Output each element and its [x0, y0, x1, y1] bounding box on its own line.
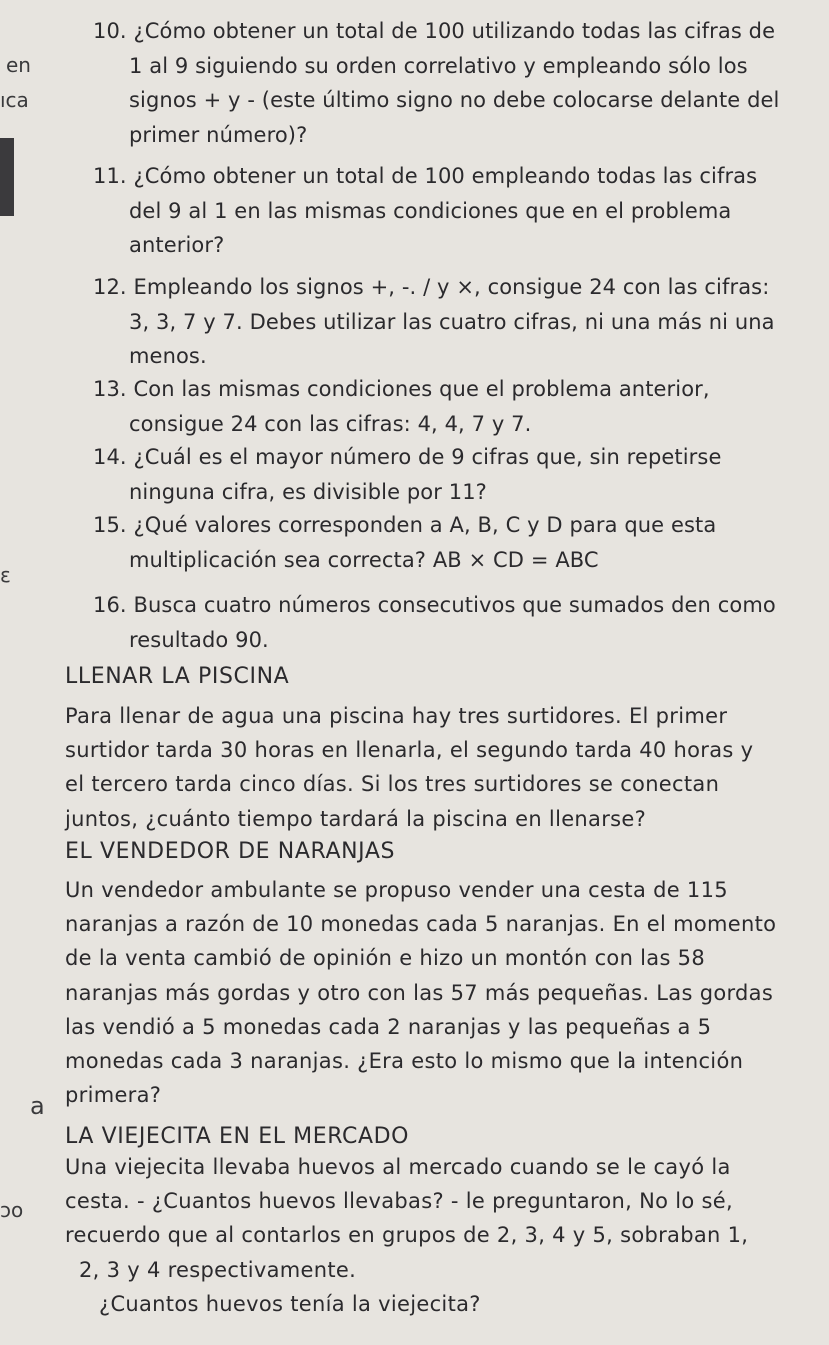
problem-text-line: ¿Cómo obtener un total de 100 utilizando todas las cifras de: [133, 19, 776, 43]
paragraph-line: Un vendedor ambulante se propuso vender una cesta de 115: [65, 878, 728, 902]
problem-12: [93, 270, 775, 374]
problem-text-line: Busca cuatro números consecutivos que sumados den como: [133, 593, 776, 617]
paragraph-line: monedas cada 3 naranjas. ¿Era esto lo mismo que la intención: [65, 1049, 744, 1074]
section-paragraph: [65, 873, 776, 1112]
section-heading: LLENAR LA PISCINA: [65, 664, 290, 689]
problem-text-line: 3, 3, 7 y 7. Debes utilizar las cuatro cifras, ni una más ni una: [129, 309, 775, 334]
paragraph-line: 2, 3 y 4 respectivamente.: [79, 1257, 357, 1282]
margin-fragment: ɔo: [0, 1198, 24, 1222]
section-paragraph: [65, 1150, 748, 1321]
problem-15: [93, 508, 716, 577]
paragraph-line: surtidor tarda 30 horas en llenarla, el segundo tarda 40 horas y: [65, 738, 754, 763]
section-paragraph: [65, 699, 753, 836]
problem-text-line: consigue 24 con las cifras: 4, 4, 7 y 7.: [129, 411, 532, 436]
problem-number: 10.: [93, 19, 127, 43]
paragraph-line: de la venta cambió de opinión e hizo un montón con las 58: [65, 946, 705, 971]
paragraph-line: naranjas a razón de 10 monedas cada 5 naranjas. En el momento: [65, 912, 777, 937]
problem-number: 16.: [93, 593, 127, 617]
problem-text-line: resultado 90.: [129, 627, 269, 652]
problem-number: 13.: [93, 377, 127, 401]
problem-text-line: menos.: [129, 344, 207, 368]
problem-10: [93, 14, 779, 152]
problem-13: [93, 372, 710, 441]
problem-text-line: ¿Cuál es el mayor número de 9 cifras que, sin repetirse: [133, 445, 722, 469]
problem-text-line: ¿Cómo obtener un total de 100 empleando todas las cifras: [133, 164, 758, 188]
problem-text-line: ninguna cifra, es divisible por 11?: [129, 479, 487, 504]
margin-dark-bar: [0, 138, 14, 216]
problem-text-line: anterior?: [129, 233, 225, 257]
problem-number: 14.: [93, 445, 127, 469]
margin-fragment: a: [30, 1092, 45, 1120]
problem-number: 15.: [93, 513, 127, 537]
problem-11: [93, 159, 757, 263]
paragraph-line: ¿Cuantos huevos tenía la viejecita?: [99, 1291, 481, 1316]
paragraph-line: primera?: [65, 1083, 162, 1108]
problem-16: [93, 588, 776, 657]
paragraph-line: el tercero tarda cinco días. Si los tres surtidores se conectan: [65, 772, 720, 797]
paragraph-line: cesta. - ¿Cuantos huevos llevabas? - le preguntaron, No lo sé,: [65, 1189, 733, 1214]
problem-number: 11.: [93, 164, 127, 188]
paragraph-line: juntos, ¿cuánto tiempo tardará la piscina en llenarse?: [65, 806, 647, 831]
problem-number: 12.: [93, 275, 127, 299]
problem-text-line: signos + y - (este último signo no debe colocarse delante del: [129, 88, 780, 112]
paragraph-line: recuerdo que al contarlos en grupos de 2, 3, 4 y 5, sobraban 1,: [65, 1223, 749, 1248]
section-heading: LA VIEJECITA EN EL MERCADO: [65, 1124, 410, 1149]
problem-text-line: Con las mismas condiciones que el problema anterior,: [133, 377, 710, 401]
section-heading: EL VENDEDOR DE NARANJAS: [65, 839, 396, 864]
paragraph-line: naranjas más gordas y otro con las 57 más pequeñas. Las gordas: [65, 980, 774, 1005]
margin-fragment: ıca: [0, 88, 29, 112]
paragraph-line: Una viejecita llevaba huevos al mercado cuando se le cayó la: [65, 1155, 731, 1179]
problem-text-line: ¿Qué valores corresponden a A, B, C y D para que esta: [133, 513, 717, 537]
problem-text-line: multiplicación sea correcta? AB × CD = ABC: [129, 547, 599, 572]
margin-fragment: en: [6, 53, 31, 77]
problem-text-line: primer número)?: [129, 122, 308, 147]
paragraph-line: Para llenar de agua una piscina hay tres surtidores. El primer: [65, 704, 728, 728]
problem-text-line: Empleando los signos +, -. / y ×, consigue 24 con las cifras:: [133, 275, 770, 299]
problem-14: [93, 440, 721, 509]
margin-fragment: ε: [0, 563, 11, 587]
problem-text-line: del 9 al 1 en las mismas condiciones que en el problema: [129, 198, 732, 223]
paragraph-line: las vendió a 5 monedas cada 2 naranjas y las pequeñas a 5: [65, 1014, 712, 1039]
problem-text-line: 1 al 9 siguiendo su orden correlativo y empleando sólo los: [129, 53, 748, 78]
